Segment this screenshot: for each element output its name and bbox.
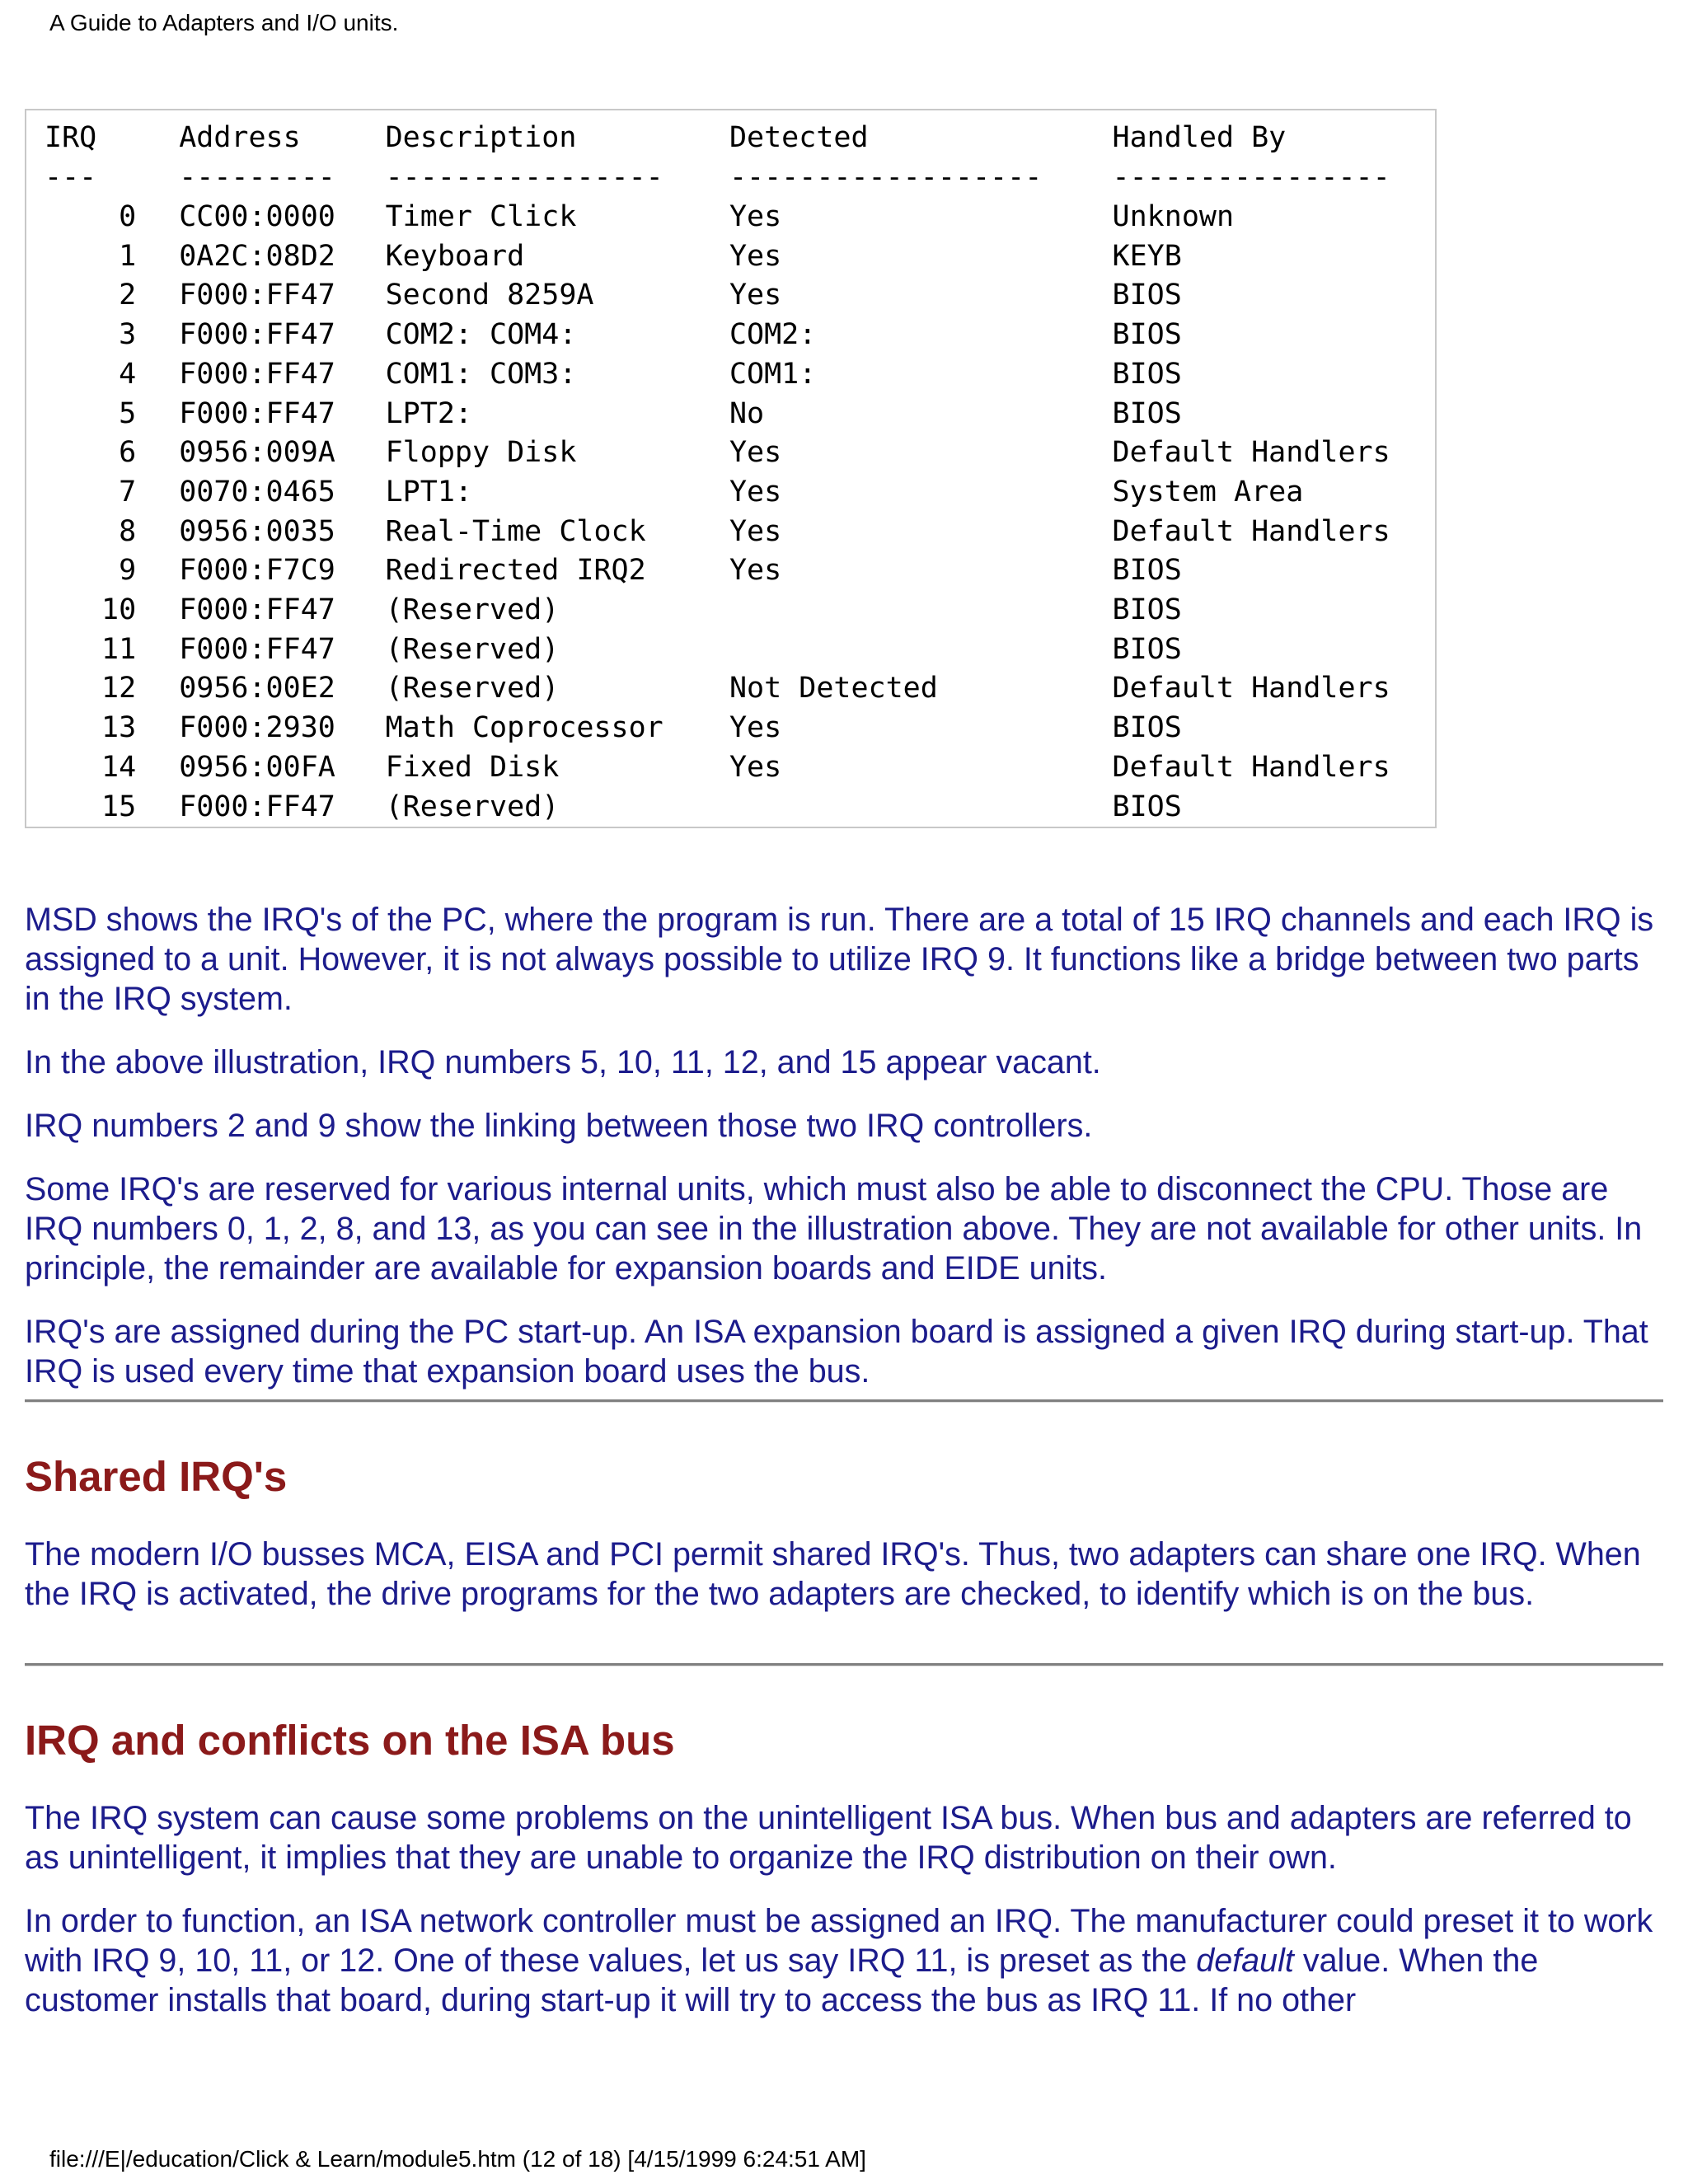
table-row <box>45 355 1435 395</box>
cell-irq <box>45 630 136 670</box>
irq-table <box>45 119 1435 827</box>
cell-address: 0956:0035 <box>179 514 335 548</box>
irq-number: 2 <box>119 279 137 312</box>
cell-detected: Yes <box>729 239 782 273</box>
table-row <box>45 276 1435 316</box>
cell-detected <box>729 788 1113 827</box>
irq-number: 6 <box>119 436 137 470</box>
cell-detected: No <box>729 396 765 430</box>
cell-description: (Reserved) <box>385 790 560 823</box>
header-description: Description <box>385 121 577 155</box>
text-after-emphasis: value. When the customer installs that board, during start-up it will try to access the bus as IRQ 11. If no other <box>25 1943 1539 2018</box>
paragraph-unintelligent-isa: The IRQ system can cause some problems on the unintelligent ISA bus. When bus and adapters are referred to as unintelligent, it implies that they are unable to organize the IRQ distribution on their own. <box>25 1800 1632 1876</box>
cell-address: CC00:0000 <box>179 200 335 233</box>
table-row <box>45 788 1435 827</box>
irq-number: 3 <box>119 318 137 352</box>
cell-handled-by: BIOS <box>1112 790 1182 823</box>
irq-table-separator-row <box>45 158 1435 198</box>
cell-address: 0956:009A <box>179 436 335 470</box>
cell-irq <box>45 355 136 395</box>
cell-detected: Yes <box>729 554 782 588</box>
cell-detected <box>729 591 1113 630</box>
cell-description: Real-Time Clock <box>385 514 646 548</box>
table-row <box>45 591 1435 630</box>
paragraph-vacant-irqs: In the above illustration, IRQ numbers 5, 10, 11, 12, and 15 appear vacant. <box>25 1044 1101 1080</box>
table-row <box>45 198 1435 237</box>
cell-irq <box>45 316 136 355</box>
irq-table-figure <box>25 109 1437 828</box>
cell-irq <box>45 434 136 473</box>
cell-detected: Yes <box>729 475 782 509</box>
irq-number: 10 <box>101 593 137 627</box>
cell-detected: COM1: <box>729 357 817 391</box>
paragraph-isa-network-controller <box>25 1901 1673 2020</box>
irq-number: 15 <box>101 790 137 823</box>
table-row <box>45 709 1435 748</box>
cell-detected: Yes <box>729 279 782 312</box>
cell-description: (Reserved) <box>385 672 560 705</box>
irq-table-body <box>45 198 1435 827</box>
table-row <box>45 551 1435 591</box>
cell-handled-by: BIOS <box>1112 318 1182 352</box>
cell-address: 0070:0465 <box>179 475 335 509</box>
cell-address: 0956:00FA <box>179 750 335 784</box>
cell-description: Fixed Disk <box>385 750 560 784</box>
print-header: A Guide to Adapters and I/O units. <box>49 10 399 35</box>
cell-description: LPT1: <box>385 475 472 509</box>
irq-number: 7 <box>119 475 137 509</box>
cell-address: F000:FF47 <box>179 357 335 391</box>
cell-detected: Yes <box>729 514 782 548</box>
cell-handled-by: BIOS <box>1112 593 1182 627</box>
cell-address: F000:FF47 <box>179 790 335 823</box>
irq-number: 13 <box>101 711 137 745</box>
cell-detected: Yes <box>729 711 782 745</box>
irq-number: 12 <box>101 672 137 705</box>
cell-description: Timer Click <box>385 200 577 233</box>
cell-irq <box>45 591 136 630</box>
cell-description: Floppy Disk <box>385 436 577 470</box>
section-divider <box>25 1663 1663 1666</box>
cell-detected <box>729 630 1113 670</box>
cell-handled-by: KEYB <box>1112 239 1182 273</box>
cell-irq <box>45 395 136 434</box>
header-address: Address <box>179 121 301 155</box>
separator-irq: --- <box>45 161 97 194</box>
cell-irq <box>45 513 136 552</box>
cell-irq <box>45 669 136 709</box>
cell-irq <box>45 788 136 827</box>
cell-detected: Yes <box>729 750 782 784</box>
cell-description: COM2: COM4: <box>385 318 577 352</box>
cell-address: F000:FF47 <box>179 396 335 430</box>
paragraph-reserved-irqs: Some IRQ's are reserved for various internal units, which must also be able to disconnect the CPU. Those are IRQ numbers 0, 1, 2, 8, and 13, as you can see in the illustration above. They are not available for other units. In principle, the remainder are available for expansion boards and EIDE units. <box>25 1171 1643 1286</box>
header-irq: IRQ <box>45 121 97 155</box>
cell-handled-by: BIOS <box>1112 279 1182 312</box>
cell-handled-by: Unknown <box>1112 200 1235 233</box>
table-row <box>45 513 1435 552</box>
table-row <box>45 630 1435 670</box>
separator-address: --------- <box>179 161 335 194</box>
cell-handled-by: BIOS <box>1112 711 1182 745</box>
irq-number: 8 <box>119 514 137 548</box>
cell-detected: Yes <box>729 436 782 470</box>
paragraph-linking-irqs: IRQ numbers 2 and 9 show the linking between those two IRQ controllers. <box>25 1108 1093 1144</box>
header-handled-by: Handled By <box>1112 121 1287 155</box>
heading-isa-conflicts: IRQ and conflicts on the ISA bus <box>25 1717 675 1764</box>
cell-description: COM1: COM3: <box>385 357 577 391</box>
table-row <box>45 434 1435 473</box>
cell-irq <box>45 551 136 591</box>
cell-description: (Reserved) <box>385 593 560 627</box>
emphasis-default: default <box>1196 1943 1294 1979</box>
cell-handled-by: Default Handlers <box>1112 514 1390 548</box>
table-row <box>45 237 1435 277</box>
irq-number: 1 <box>119 239 137 273</box>
cell-description: (Reserved) <box>385 632 560 666</box>
cell-address: F000:FF47 <box>179 632 335 666</box>
cell-handled-by: BIOS <box>1112 357 1182 391</box>
table-row <box>45 748 1435 788</box>
cell-irq <box>45 748 136 788</box>
text-before-emphasis: In order to function, an ISA network controller must be assigned an IRQ. The manufacturer could preset it to work with IRQ 9, 10, 11, or 12. One of these values, let us say IRQ 11, is preset as the <box>25 1903 1653 1979</box>
irq-number: 9 <box>119 554 137 588</box>
cell-address: F000:F7C9 <box>179 554 335 588</box>
cell-handled-by: Default Handlers <box>1112 750 1390 784</box>
cell-irq <box>45 276 136 316</box>
cell-handled-by: System Area <box>1112 475 1304 509</box>
section-divider <box>25 1399 1663 1403</box>
cell-description: Redirected IRQ2 <box>385 554 646 588</box>
article-content <box>25 900 1673 2044</box>
irq-number: 4 <box>119 357 137 391</box>
cell-address: 0956:00E2 <box>179 672 335 705</box>
cell-handled-by: BIOS <box>1112 554 1182 588</box>
paragraph-irq-assignment: IRQ's are assigned during the PC start-up. An ISA expansion board is assigned a given IRQ during start-up. That IRQ is used every time that expansion board uses the bus. <box>25 1314 1648 1390</box>
cell-address: F000:FF47 <box>179 318 335 352</box>
separator-description: ---------------- <box>385 161 663 194</box>
irq-number: 5 <box>119 396 137 430</box>
cell-handled-by: Default Handlers <box>1112 672 1390 705</box>
paragraph-shared-irqs: The modern I/O busses MCA, EISA and PCI permit shared IRQ's. Thus, two adapters can share one IRQ. When the IRQ is activated, the drive programs for the two adapters are checked, to identify which is on the bus. <box>25 1536 1641 1612</box>
cell-handled-by: BIOS <box>1112 396 1182 430</box>
irq-table-header-row <box>45 119 1435 158</box>
cell-address: F000:FF47 <box>179 593 335 627</box>
cell-description: LPT2: <box>385 396 472 430</box>
cell-detected: Not Detected <box>729 672 938 705</box>
irq-number: 0 <box>119 200 137 233</box>
paragraph-msd-irqs: MSD shows the IRQ's of the PC, where the program is run. There are a total of 15 IRQ channels and each IRQ is assigned to a unit. However, it is not always possible to utilize IRQ 9. It functions like a bridge between two parts in the IRQ system. <box>25 902 1654 1017</box>
cell-description: Second 8259A <box>385 279 594 312</box>
irq-number: 14 <box>101 750 137 784</box>
separator-handled-by: ---------------- <box>1112 161 1390 194</box>
cell-address: 0A2C:08D2 <box>179 239 335 273</box>
table-row <box>45 316 1435 355</box>
irq-number: 11 <box>101 632 137 666</box>
cell-detected: COM2: <box>729 318 817 352</box>
cell-address: F000:FF47 <box>179 279 335 312</box>
cell-handled-by: BIOS <box>1112 632 1182 666</box>
header-detected: Detected <box>729 121 869 155</box>
table-row <box>45 395 1435 434</box>
cell-address: F000:2930 <box>179 711 335 745</box>
cell-irq <box>45 198 136 237</box>
cell-description: Math Coprocessor <box>385 711 663 745</box>
cell-detected: Yes <box>729 200 782 233</box>
table-row <box>45 473 1435 513</box>
cell-irq <box>45 237 136 277</box>
print-footer: file:///E|/education/Click & Learn/module5.htm (12 of 18) [4/15/1999 6:24:51 AM] <box>49 2146 866 2172</box>
heading-shared-irqs: Shared IRQ's <box>25 1453 288 1500</box>
cell-description: Keyboard <box>385 239 525 273</box>
cell-irq <box>45 473 136 513</box>
cell-handled-by: Default Handlers <box>1112 436 1390 470</box>
separator-detected: ------------------ <box>729 161 1043 194</box>
table-row <box>45 669 1435 709</box>
cell-irq <box>45 709 136 748</box>
